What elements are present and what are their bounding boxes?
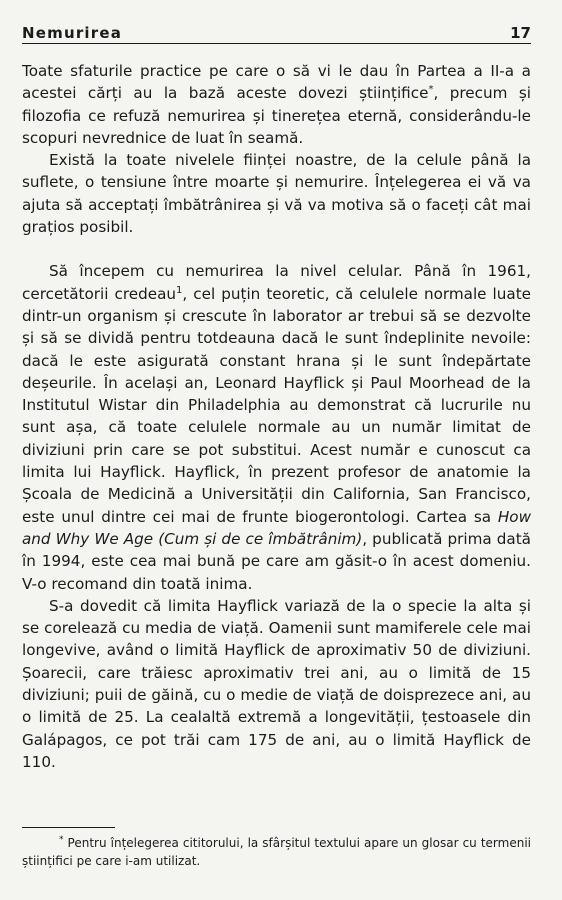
- footnote-rule: [22, 827, 115, 828]
- paragraph-3-text-end: , publicată prima dată în 1994, este cea mai bună pe care am găsit-o în acest domeniu. V-o recomand din toată inima.: [22, 529, 531, 593]
- running-title: Nemurirea: [22, 24, 123, 42]
- page-header: [22, 18, 531, 42]
- paragraph-4: S-a dovedit că limita Hayflick variază de la o specie la alta și se corelează cu media de viață. Oamenii sunt mamiferele cele mai longevive, având o limită Hayflick de aproximativ 50 de diviziuni. Șoarecii, care trăiesc aproximativ trei ani, au o limită de 15 diviziuni; puii de găină, cu o medie de viață de doisprezece ani, au o limită de 25. La cealaltă extremă a longevității, țestoasele din Galápagos, ce pot trăi cam 175 de ani, au o limită Hayflick de 110.: [22, 596, 531, 771]
- footnote-mark: *: [59, 835, 64, 845]
- paragraph-3-text: Să începem cu nemurirea la nivel celular. Până în 1961, cercetătorii credeau: [22, 262, 531, 303]
- footnote-text: Pentru înțelegerea cititorului, la sfârșitul textului apare un glosar cu termenii științifici pe care i-am utilizat.: [22, 836, 531, 868]
- footnote: [22, 834, 531, 870]
- body-text: [22, 60, 531, 773]
- reference-marker: 1: [176, 284, 183, 296]
- header-rule: [22, 43, 531, 44]
- paragraph-3-text-cont: , cel puțin teoretic, că celulele normale luate dintr-un organism și crescute în laborator ar trebui să se dezvolte și să se dividă pentru totdeauna dacă le sunt îndeplinite nevoile: dacă le este asigurată constant hrana și le sunt îndepărtate deșeurile. În același an, Leonard Hayflick și Paul Moorhead de la Institutul Wistar din Philadelphia au demonstrat că lucrurile nu sunt așa, că toate celulele normale au un număr limitat de diviziuni prin care se pot substitui. Acest număr e cunoscut ca limita lui Hayflick. Hayflick, în prezent profesor de anatomie la Școala de Medicină a Universității din California, San Francisco, este unul dintre cei mai de frunte biogerontologi. Cartea sa: [22, 284, 531, 526]
- paragraph-1-text: Toate sfaturile practice pe care o să vi le dau în Partea a II-a a acestei cărți au la bază aceste dovezi științifice: [22, 62, 531, 103]
- paragraph-2: Există la toate nivelele ființei noastre, de la celule până la suflete, o tensiune între moarte și nemurire. Înțelegerea ei vă va ajuta să acceptați îmbătrânirea și vă va motiva să o faceți cât mai grațios posibil.: [22, 151, 531, 237]
- page-number: 17: [510, 24, 531, 42]
- book-title: How and Why We Age (Cum și de ce îmbătrânim): [22, 507, 532, 548]
- paragraph-1-text-cont: , precum și filozofia ce refuză nemurirea și tinerețea eternă, considerându-le scopuri nevrednice de luat în seamă.: [22, 84, 531, 147]
- paragraph-1: [22, 60, 531, 149]
- footnote-marker: *: [428, 84, 434, 96]
- paragraph-3: [22, 260, 531, 594]
